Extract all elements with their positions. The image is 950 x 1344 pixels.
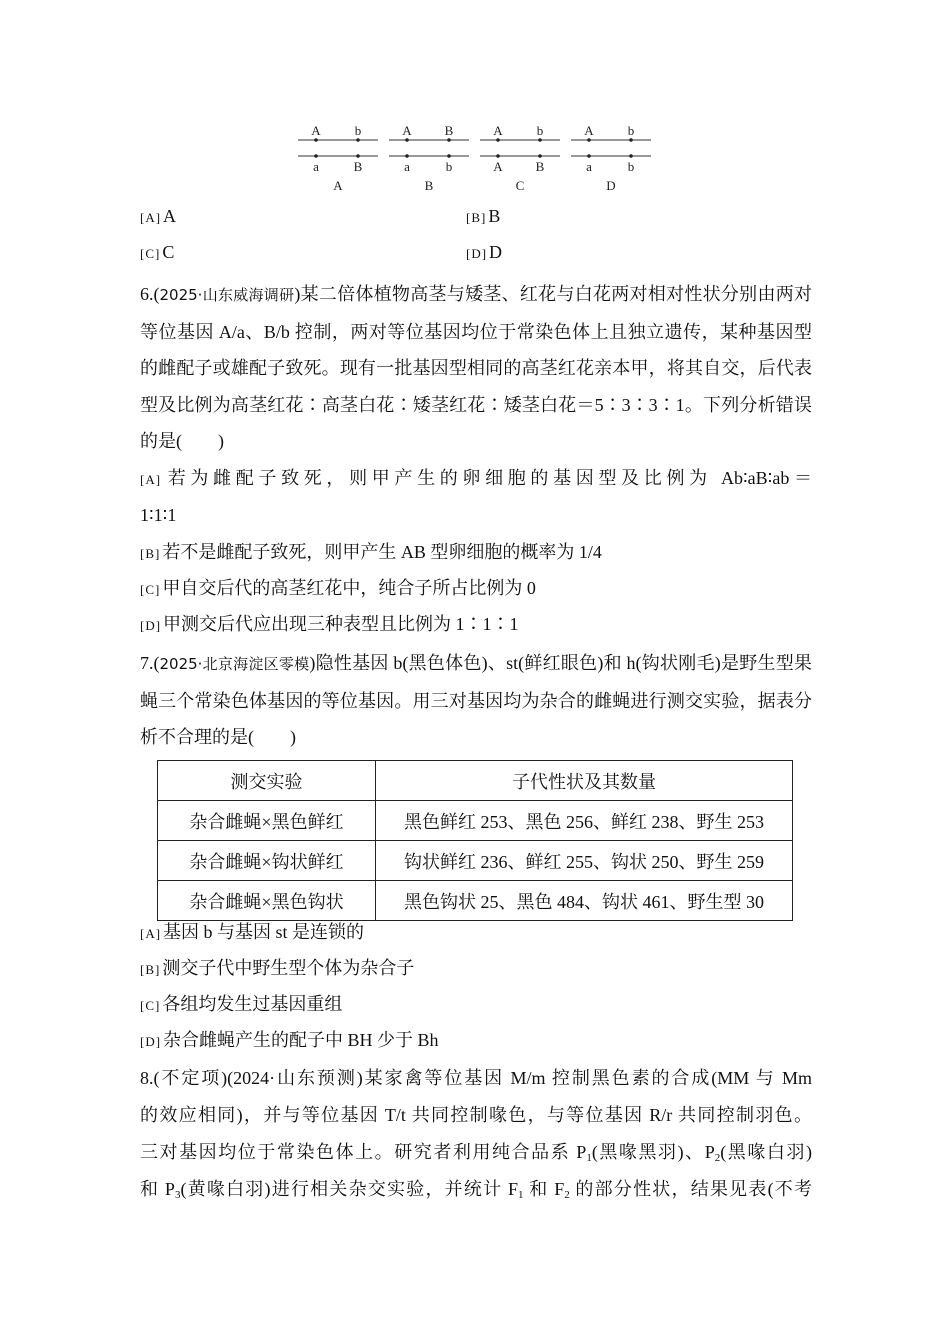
gene-locus-dot xyxy=(314,154,318,158)
gene-label-bottom: a xyxy=(404,159,410,174)
gene-locus-dot xyxy=(314,138,318,142)
gene-label-top: A xyxy=(311,123,321,138)
gene-label-top: b xyxy=(536,123,544,138)
table-cell: 钩状鲜红 236、鲜红 255、钩状 250、野生 259 xyxy=(376,841,793,881)
gene-locus-dot xyxy=(538,138,542,142)
q6-option-b[interactable]: [B] 若不是雌配子致死，则甲产生 AB 型卵细胞的概率为 1/4 xyxy=(140,542,602,562)
gene-label-bottom: b xyxy=(627,159,635,174)
gene-label-top: A xyxy=(584,123,594,138)
gene-locus-dot xyxy=(538,154,542,158)
gene-locus-dot xyxy=(405,154,409,158)
q7-stem: 7.(2025·北京海淀区零模)隐性基因 b(黑色体色)、st(鲜红眼色)和 h(钩状刚毛)是野生型果蝇三个常染色体基因的等位基因。用三对基因均为杂合的雌蝇进行测交实验，据表分析不合理的是( ) xyxy=(140,653,812,747)
q7-option-c[interactable]: [C] 各组均发生过基因重组 xyxy=(140,994,343,1014)
gene-label-bottom: a xyxy=(313,159,319,174)
q8-line-4: 和 $P_3$(黄喙白羽)进行相关杂交实验，并统计 $F_1$ 和 $F_2$ 的部分性状，结果见表(不考 xyxy=(140,1179,813,1201)
q6-option-a[interactable]: [A] 若为雌配子致死，则甲产生的卵细胞的基因型及比例为 Ab∶aB∶ab＝ xyxy=(140,468,812,488)
table-cell: 杂合雌蝇×钩状鲜红 xyxy=(158,841,376,881)
table-row xyxy=(158,801,793,841)
gene-label-bottom: b xyxy=(445,159,453,174)
table-cell: 黑色鲜红 253、黑色 256、鲜红 238、野生 253 xyxy=(376,801,793,841)
q7-option-d[interactable]: [D] 杂合雌蝇产生的配子中 BH 少于 Bh xyxy=(140,1030,439,1050)
table-header: 子代性状及其数量 xyxy=(376,761,793,801)
q5-option-a[interactable]: [A] A xyxy=(140,206,177,226)
chromosome-panel xyxy=(480,123,560,193)
q7-option-b[interactable]: [B] 测交子代中野生型个体为杂合子 xyxy=(140,958,415,978)
gene-locus-dot xyxy=(496,138,500,142)
table-cell: 杂合雌蝇×黑色鲜红 xyxy=(158,801,376,841)
gene-label-bottom: A xyxy=(493,159,503,174)
gene-label-top: A xyxy=(493,123,503,138)
chromosome-diagram xyxy=(290,118,660,198)
chromosome-panel xyxy=(571,123,651,193)
gene-label-top: b xyxy=(627,123,635,138)
q5-option-b[interactable]: [B] B xyxy=(466,206,501,226)
gene-label-bottom: B xyxy=(353,159,363,174)
q8-type: 不定项 xyxy=(159,1068,222,1088)
q6-option-d[interactable]: [D] 甲测交后代应出现三种表型且比例为 1∶1∶1 xyxy=(140,614,519,634)
gene-label-bottom: B xyxy=(535,159,545,174)
gene-locus-dot xyxy=(496,154,500,158)
q7-source: 2025·北京海淀区零模 xyxy=(159,655,310,673)
gene-locus-dot xyxy=(629,138,633,142)
table-header-row xyxy=(158,761,793,801)
q8-line-2: 的效应相同)，并与等位基因 T/t 共同控制喙色，与等位基因 R/r 共同控制羽色。 xyxy=(140,1105,812,1125)
table-row xyxy=(158,841,793,881)
testcross-table xyxy=(157,760,793,921)
gene-locus-dot xyxy=(447,154,451,158)
q7-option-a[interactable]: [A] 基因 b 与基因 st 是连锁的 xyxy=(140,922,365,942)
gene-locus-dot xyxy=(587,138,591,142)
gene-locus-dot xyxy=(356,138,360,142)
gene-label-top: b xyxy=(354,123,362,138)
q5-option-c[interactable]: [C] C xyxy=(140,242,175,262)
gene-locus-dot xyxy=(587,154,591,158)
q8-source: 2024·山东预测 xyxy=(233,1068,357,1088)
gene-label-top: B xyxy=(444,123,454,138)
panel-caption: B xyxy=(424,178,434,193)
panel-caption: D xyxy=(606,178,616,193)
q6-stem: 6.(2025·山东威海调研)某二倍体植物高茎与矮茎、红花与白花两对相对性状分别由两对等位基因 A/a、B/b 控制，两对等位基因均位于常染色体上且独立遗传，某种基因型的雌配子或雄配子致死。现有一批基因型相同的高茎红花亲本甲，将其自交，后代表型及比例为高茎红花∶高茎白花∶矮茎红花∶矮茎白花＝5∶3∶3∶1。下列分析错误的是( ) xyxy=(140,284,812,451)
q8-line-1: 8.(不定项)(2024·山东预测)某家禽等位基因 M/m 控制黑色素的合成(MM 与 Mm xyxy=(140,1068,812,1088)
panel-caption: A xyxy=(333,178,343,193)
gene-locus-dot xyxy=(447,138,451,142)
gene-locus-dot xyxy=(629,154,633,158)
table-cell: 杂合雌蝇×黑色钩状 xyxy=(158,881,376,921)
panel-caption: C xyxy=(515,178,525,193)
gene-locus-dot xyxy=(356,154,360,158)
q6-source: 2025·山东威海调研 xyxy=(159,286,295,304)
q6-option-c[interactable]: [C] 甲自交后代的高茎红花中，纯合子所占比例为 0 xyxy=(140,578,536,598)
table-cell: 黑色钩状 25、黑色 484、钩状 461、野生型 30 xyxy=(376,881,793,921)
table-header: 测交实验 xyxy=(158,761,376,801)
q5-option-d[interactable]: [D] D xyxy=(466,242,503,262)
q6-option-a-cont: 1∶1∶1 xyxy=(140,505,177,525)
gene-label-bottom: a xyxy=(586,159,592,174)
gene-label-top: A xyxy=(402,123,412,138)
chromosome-panel xyxy=(389,123,469,193)
q5-options-row-1 xyxy=(140,206,840,236)
chromosome-panel xyxy=(298,123,378,193)
q8-line-3: 三对基因均位于常染色体上。研究者利用纯合品系 $P_1$(黑喙黑羽)、$P_2$(黑喙白羽) xyxy=(140,1142,812,1164)
gene-locus-dot xyxy=(405,138,409,142)
q5-options-row-2 xyxy=(140,242,840,272)
